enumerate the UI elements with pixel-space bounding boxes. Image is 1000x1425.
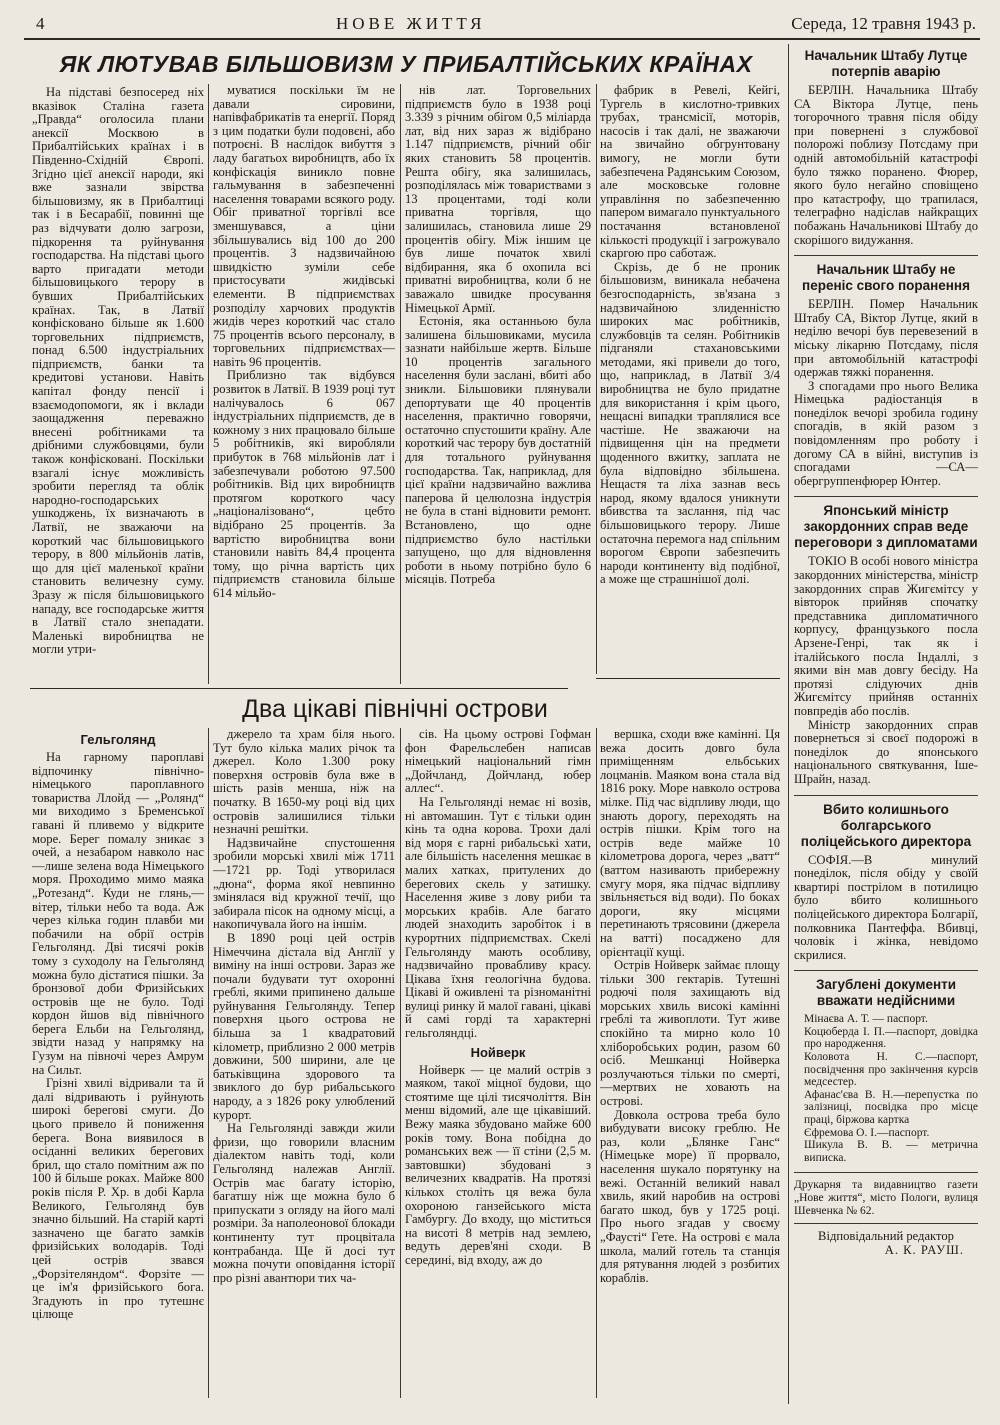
news-item-title: Начальник Штабу Лутце потерпів аварію [804, 48, 968, 79]
section-rule [596, 678, 780, 679]
news-item-rule [794, 496, 978, 497]
column-divider [596, 84, 597, 674]
editor-label: Відповідальний редактор [818, 1229, 954, 1244]
news-item-title: Японський міністр закордонних справ веде переговори з дипломатами [794, 503, 978, 551]
islands-column-2 [213, 728, 395, 1398]
printing-imprint: Друкарня та видавництво газети „Нове життя“, місто Пологи, вулиця Шевченка № 62. [794, 1179, 978, 1217]
paragraph: Коловота Н. С.—паспорт, посвідчення про закінчення курсів медсестер. [804, 1051, 978, 1089]
imprint-rule [794, 1223, 978, 1224]
main-article-column-4 [600, 84, 780, 678]
news-item-title: Начальник Штабу не переніс свого поранення [802, 262, 970, 294]
paragraph: Скрізь, де б не проник більшовизм, виникала небачена безгосподарність, зв'язана з надзвичайною злиденністю широких мас робітників, службовців та селян. Робітників підганяли стахановськими методами, які привели до того, що, наприклад, в Латвії 3/4 виробництва не було придатне для використання і крім цього, нещасні випадки траплялися все частіше. Не зважаючи на підвищення цін на предмети щоденного вжитку, заплата не була відповідно збільшена. Нещастя та ліха зазнав весь народ, якому вдалося уникнути вбивства та заслання, під час більшовицького терору. Лише остаточна перемога над спільним ворогом Європи забезпечить народи континенту від подібної, а може ще страшнішої долі. [600, 259, 780, 587]
paragraph: муватися поскільки їм не давали сировини, напівфабрикатів та енергії. Поряд з цим податки були подовєні, або потроєні. В наслідок вибуття з ладу багатьох виробництв, або їх конфіскація виникло повне гальмування в забезпеченні населення товарами всякого роду. Обіг приватної торгівлі все зменшувався, а ціни збільшувались від 100 до 200 процентів. З надзвичайною швидкістю зуміли себе пристосувати жидівські елементи. В підприємствах розподілу харчових продуктів жидів через короткий час стало 75 процентів всього персоналу, в торговельних підприємствах—навіть 96 процентів. [213, 84, 395, 369]
paragraph: БЕРЛІН. Начальника Штабу СА Віктора Лутце, пень тогорочного травня після обіду при повернені з службової полорожі поблизу Потсдаму при одній автомобільній катастрофі було тяжко поранено. Фюрер, якого було негайно сповіщено про катастрофу, що трапилася, телеграфно надіслав найкращих побажань Начальникові Штабу до скорішого видужання. [794, 83, 978, 247]
right-news-column [794, 46, 978, 1406]
paragraph: фабрик в Ревелі, Кейгі, Тургель в кислотно-тривких трубах, трансмісії, моторів, насосів і так далі, не зважаючи на звичайно обгрунтовану вимогу, не могли бути забезпечена Радянським Союзом, але московське головне управління по забезпеченню папером вимагало пунктуального постачання встановленої кількості продукції і загрожувало скаргою про саботаж. [600, 84, 780, 261]
news-item-rule [794, 255, 978, 256]
main-article-title: ЯК ЛЮТУВАВ БІЛЬШОВИЗМ У ПРИБАЛТІЙСЬКИХ КРАЇНАХ [59, 51, 753, 77]
islands-column-4 [600, 728, 780, 1398]
newspaper-name: НОВЕ ЖИТТЯ [336, 14, 486, 33]
paragraph: Надзвичайне спустошення зробили морські хвилі між 1711—1721 рр. Тоді утворилася „дюна“, форма якої невпинно змінялася від кружної течії, що забирала пісок на одному місці, а накопичувала його на іншім. [213, 835, 395, 932]
news-item-rule [794, 970, 978, 971]
paragraph: ТОКІО В особі нового міністра закордонних міністерства, міністр закордонних справ Жигємітсу у вівторок прийняв спочатку представника дипломатичного корпусу, французького посла Арзене-Генрі, так як і італійського посла Індаллі, з якими він мав довгу бесіду. На протязі слідуючих днів Жигємітсу прийняв останніх повпредів або послів. [794, 554, 978, 718]
paragraph: Естонія, яка останньою була залишена більшовиками, мусила зазнати найбільше жертв. Більше 10 процентів загального населення були заслані, вбиті або зникли. Більшовики плянували депортувати ще 40 процентів населення, практично говорячи, остаточно спустошити країну. Але короткий час терору був достатній для тотального руйнування господарства. Так, наприклад, для цієї країни надзвичайно важлива паперова й целюлозна індустрія не була в стані відновити ремонт. Встановлено, що одне підприємство було настільки запущено, що для відновлення роботи в ньому потрібно було 6 місяців. Потреба [405, 314, 591, 587]
section-rule [30, 688, 568, 689]
paragraph: Довкола острова треба було вибудувати високу греблю. Не раз, коли „Блянке Ганс“ (Німецьке море) її прорвало, населення шукало порятунку на вежі. Останній великий навал хвиль, який наробив на острові багато шкод, був у 1725 році. Про нього згадав у своєму „Фаусті“ Гете. На острові є мала школа, малий готель та станція для рятування людей з розбитих кораблів. [600, 1107, 780, 1285]
main-article-column-3 [405, 84, 591, 686]
column-divider [400, 84, 401, 684]
paragraph: На підставі безпосеред ніх вказівок Сталіна газета „Правда“ оголосила плани анексії Москвою в Прибалтійських країнах і в Південно-Східній Європі. Згідно цієї анексії народи, які вже зазнали звірства більшовизму, як в Прибалтиці так і в Бесарабії, повинні ще раз відчувати долю загрози, підкорення та руйнування господарства. На підставі цього варто пригадати методи більшовицького терору в бувших Прибалтійських країнах. Так, в Латвії конфісковано більше як 1.600 торговельних підприємств, понад 6.500 індустріальних підприємств, банки та кредитові установи. Навіть капітал фонду пенсії і взаємодопомоги, як і вклади заощадження переважно внесені робітниками та дрібними службовцями, були також конфісковані. Поскільки взагалі існує можливість зробити перегляд та облік народно-господарських ушкоджень, їх визначають в Латвії, не зважаючи на короткий час більшовицького терору, в 800 мільйонів латів, що для цієї маленької країни становить величезну суму. Зразу ж після більшовицького нападу, все господарське життя в Латвії стало знепадати. Маленькі виробництва не могли утри- [32, 86, 204, 657]
paragraph: Нойверк — це малий острів з маяком, такої міцної будови, що стоятиме ще цілі тисячоліття. Він менш відомий, але ще цікавіший. Вежу маяка збудовано майже 600 років тому. Вона побідна до романських веж — її стіни (2,5 м. завтовшки) збудовані з величезних квадратів. На протязі кількох століть ця вежа була охороною ганзейського міста Гамбургу. До входу, що міститься на висоті 8 метрів над землею, ведуть дерев'яні сходи. В середині, від входу, аж до [405, 1062, 591, 1267]
helgoland-subheading: Гельголянд [80, 732, 156, 747]
paragraph: Коцюберда І. П.—паспорт, довідка про народження. [804, 1025, 978, 1051]
editor-name: А. К. РАУШ. [884, 1242, 964, 1257]
main-article-column-1 [32, 86, 204, 686]
paragraph: На Гельголянді завжди жили фризи, що говорили власним діалектом навіть тоді, коли Гельголянд належав Англії. Острів має багату історію, багатшу ніж ще можна було б припускати з огляду на його малі розміри. За наполеонової блокади континенту тут процвітала контрабанда. Ще й досі тут можна почути оповідання історії про різні авантюри тих ча- [213, 1121, 395, 1285]
paragraph: джерело та храм біля нього. Тут було кілька малих річок та джерел. Коло 1.300 року поверхня островів була вже в шість разів менша, ніж на початку. В 1650-му році від цих островів залишилися тільки незначні решітки. [213, 728, 395, 837]
paragraph: нів лат. Торговельних підприємств було в 1938 році 3.339 з річним обігом 0,5 міліарда лат, від них зараз ж відібрано 1.147 підприємств, річний обіг яких становить 58 процентів. Решта обігу, яка залишилась, розподілялась між товариствами з 13 процентами, тоді коли приватна торгівля, що залишилась, становила лише 29 процентів обігу. Між іншим це був лише початок хвилі відбирання, яка б охопила всі приватні виробництва, коли б не заважало швидке просування Німецької Армії. [405, 84, 591, 315]
main-article-column-2 [213, 84, 395, 686]
islands-column-3 [405, 728, 591, 1398]
column-divider [596, 728, 597, 1398]
paragraph: Приблизно так відбувся розвиток в Латвії. В 1939 році тут налічувалось 6 067 індустріальних підприємств, де в кожному з них працювало більше 5 робітників, які виробляли прибуток в 768 мільйонів лат і забезпечували роботою 97.500 робітників. Від цих виробництв протягом короткого часу „націоналізовано“, цебто відібрано 25 процентів. За вартістю виробництва вони становили навіть 84,4 процента тому, що річна вартість цих підприємств становила більше 614 мільйо- [213, 368, 395, 600]
news-item-rule [794, 795, 978, 796]
paragraph: БЕРЛІН. Помер Начальник Штабу СА, Віктор Лутце, який в неділю вечорі був перевезений в міську лікарню Потсдаму, після при автомобільній катастрофі одержав тяжкі поранення. [794, 297, 978, 380]
paragraph: сів. На цьому острові Гофман фон Фарельслебен написав німецький національний гімн „Дойчланд, Дойчланд, юбер аллес“. [405, 728, 591, 796]
paragraph: На Гельголянді немає ні возів, ні автомашин. Тут є тільки один кінь та одна корова. Трохи далі від моря є гарні рибальські хати, але більшість населення мешкає в малих хатках, притулених до берегових скель у затишку. Населення живе з лову риби та морських крабів. Але багато людей знаходить заробіток і в курортних підприємствах. Скелі Гельголянду мають особливу, надзвичайно провабливу красу. Цікава їхня геологічна будова. Цікаві й оживлені та різноманітні вулиці ринку й малої гавані, цікаві й самі горді та характерні гельголяндці. [405, 794, 591, 1041]
paragraph: Острів Нойверк займає площу тільки 300 гектарів. Тутешні родючі поля захищають від морських хвиль високі камінні греблі та живоплоти. Тут живе спокійно та мирно коло 10 хліборобських родин, разом 60 осіб. Мешканці Нойверка розлучаються тільки по смерті,—мертвих не ховають на острові. [600, 958, 780, 1109]
paragraph: Міністр закордонних справ повернеться зі своєї подорожі в понеділок до японського національного святкування, Іше-Шрайн, назад. [794, 717, 978, 786]
masthead-rule [24, 38, 980, 40]
paragraph: Єфремова О. І.—паспорт. [804, 1126, 930, 1139]
news-item-rule [794, 1172, 978, 1173]
column-divider [208, 728, 209, 1398]
paragraph: На гарному пароплаві відпочинку північно-німецького пароплавного товариства Ллойд — „Ролянд“ ми виходимо з Бременської гавані й пливемо у відкрите море. Берег помалу зникає з очей, а незабаром навколо нас—лише зелена вода Німецького моря. Проходимо мимо маяка „Ротезанд“. Куди не глянь,—вітер, тільки небо та вода. Аж через кілька годин плавби ми побачили на обрії острів Гельголянд. Дві тисячі років тому з суходолу на Гельголянд можна було дістатися пішки. За бронзової доби Фризійських островів ще не було. Тоді кордон йшов від північного берега Ельби на Гельголянд, звідти назад у напрямку на Гузум на півночі через Амрум на Сильт. [32, 750, 204, 1077]
issue-date: Середа, 12 травня 1943 р. [791, 14, 976, 33]
paragraph: Шикула В. В. — метрична виписка. [804, 1139, 978, 1164]
news-item-title: Вбито колишнього болгарського поліцейського директора [800, 801, 972, 849]
right-column-divider [788, 44, 789, 1404]
paragraph: Грізні хвилі відривали та й далі відривають і руйнують широкі берегові смуги. До цього привело й пониження берега. Вона виявилося в осіданні великих берегових брил, що стало помітним аж по 100 й більше роках. Майже 800 років після Р. Хр. в добі Карла Великого, Гельголянд був значно більший. На старій карті зазначено ще багато замків фризійських володарів. Тоді цей острів звався „Форзітеляндом“. Форзіте — це ім'я фризійського бога. Згадують in про тутешнє цілюще [32, 1076, 204, 1322]
column-divider [208, 84, 209, 684]
paragraph: Афанас'єва В. Н.—перепустка по залізниці, посвідка про місце праці, біржова картка [804, 1088, 978, 1127]
page-number: 4 [36, 14, 45, 33]
column-divider [400, 728, 401, 1398]
paragraph: СОФІЯ.—В минулий понеділок, після обіду у своїй квартирі пострілом в потилицю було вбито колишнього поліцейського директора Болгарії, полковника Пантеффа. Вбивці, чоловік і жінка, невідомо скрилися. [794, 852, 978, 962]
paragraph: вершка, сходи вже камінні. Ця вежа досить довго була приміщенням ельбських лоцманів. Маяком вона стала від 1816 року. Море навколо острова мілке. Під час відпливу люди, що знають дорогу, переходять на острів пішки. Крім того на острів веде майже 10 кілометрова дорога, через „ватт“ (ваттом називають прибережну смугу моря, яка підчас відпливу звільняється від води). По боках дороги, яку місцями перетинають трясовини (джерела на ватті) посаджено для орієнтації кущі. [600, 728, 780, 959]
paragraph: Мінаєва А. Т. — паспорт. [804, 1013, 928, 1026]
neuwerk-subheading: Нойверк [470, 1044, 526, 1060]
islands-column-1 [32, 728, 204, 1398]
islands-article-title: Два цікаві північні острови [242, 695, 548, 723]
paragraph: З спогадами про нього Велика Німецька радіостанція в понеділок вечорі зробила годину спогадів, в якій разом з повідомленням про роботу і догому СА в війні, виступив із спогадами —СА— обергруппенфюрер Юнтер. [794, 378, 978, 488]
paragraph: В 1890 році цей острів Німеччина дістала від Англії у виміну на інші острови. Зараз же почали будувати тут охоронні греблі, якими припинено дальше руйнування Гельголянду. Тепер поверхня цього острова не більша за 1 квадратовий кілометр, приблизно 2 000 метрів довжини, 500 ширини, але це батьківщина здорового та звиклого до бур рибальського народу, а з 1826 року улюблений курорт. [213, 930, 395, 1122]
news-item-title: Загублені документи вважати недійсними [815, 977, 957, 1009]
